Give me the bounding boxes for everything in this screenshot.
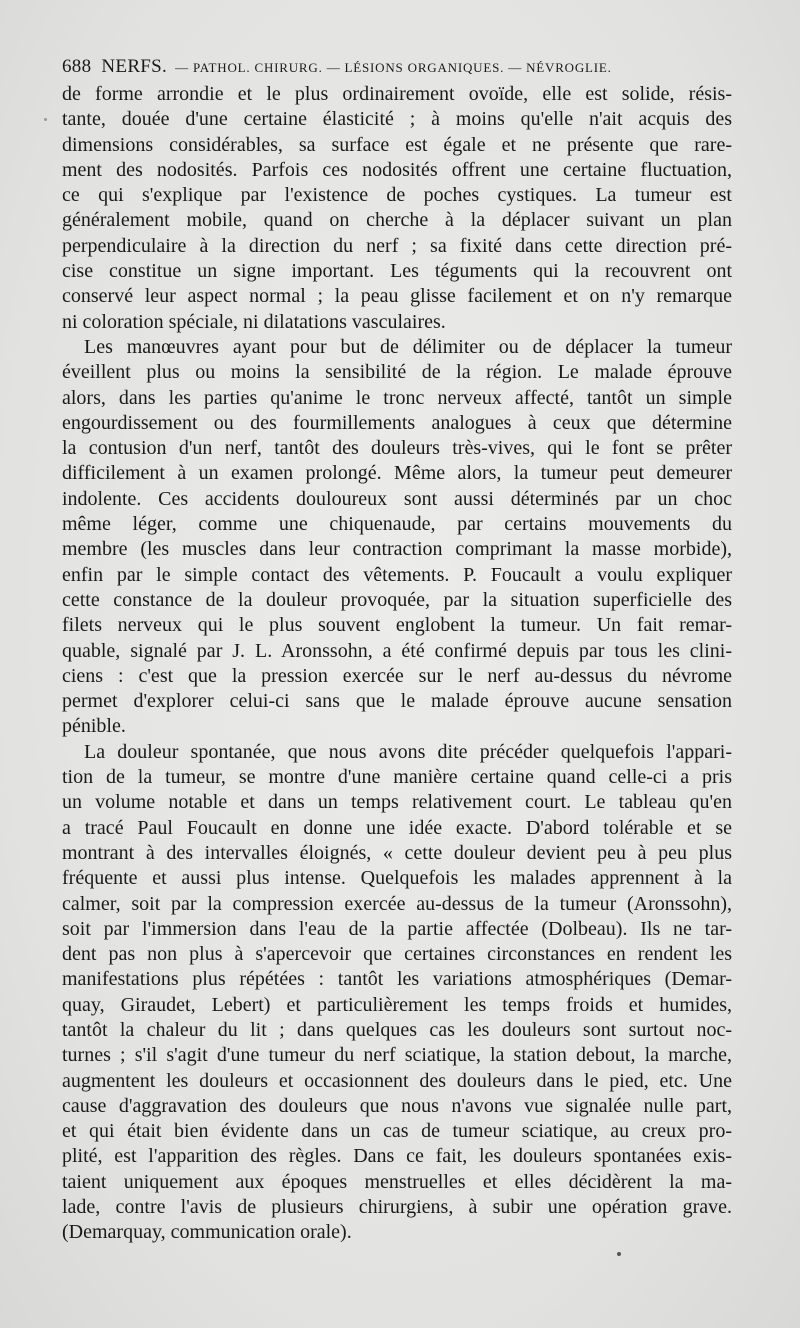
page-number: 688 [62,56,92,77]
text-line: engourdissement ou des fourmillements analogues à ceux que détermine [62,411,732,434]
text-line: dent pas non plus à s'apercevoir que certaines circonstances en rendent les [62,943,732,966]
body-text [62,82,732,1246]
text-line: manifestations plus répétées : tantôt les variations atmosphériques (Demar- [62,968,732,991]
text-line: augmentent les douleurs et occasionnent des douleurs dans le pied, etc. Une [62,1069,732,1092]
margin-speck [44,118,47,121]
text-line: quay, Giraudet, Lebert) et particulièrement les temps froids et humides, [62,993,732,1016]
text-line: fréquente et aussi plus intense. Quelquefois les malades apprennent à la [62,867,732,890]
text-line: de forme arrondie et le plus ordinairement ovoïde, elle est solide, résis- [62,83,732,105]
text-line: tante, douée d'une certaine élasticité ; à moins qu'elle n'ait acquis des [62,108,732,131]
text-line: enfin par le simple contact des vêtements. P. Foucault a voulu expliquer [62,563,732,586]
text-line: ce qui s'explique par l'existence de poches cystiques. La tumeur est [62,184,732,207]
section-subtitle: — PATHOL. CHIRURG. — LÉSIONS ORGANIQUES. — NÉVROGLIE. [175,60,612,75]
text-line: a tracé Paul Foucault en donne une idée exacte. D'abord tolérable et se [62,816,732,839]
text-line: éveillent plus ou moins la sensibilité de la région. Le malade éprouve [62,361,732,384]
text-line: tantôt la chaleur du lit ; dans quelques cas les douleurs sont surtout noc- [62,1018,732,1041]
text-line: montrant à des intervalles éloignés, « cette douleur devient peu à peu plus [62,841,732,864]
text-line: cette constance de la douleur provoquée, par la situation superficielle des [62,588,732,611]
text-line: même léger, comme une chiquenaude, par certains mouvements du [62,513,732,536]
text-line: calmer, soit par la compression exercée au-dessus de la tumeur (Aronssohn), [62,892,732,915]
text-line: membre (les muscles dans leur contraction comprimant la masse morbide), [62,538,732,561]
text-line: un volume notable et dans un temps relativement court. Le tableau qu'en [62,791,732,814]
text-line: généralement mobile, quand on cherche à la déplacer suivant un plan [62,209,732,232]
text-line: permet d'explorer celui-ci sans que le malade éprouve aucune sensation [62,690,732,713]
paragraph-2 [62,335,732,740]
text-line: ni coloration spéciale, ni dilatations vasculaires. [62,310,446,333]
running-header [62,56,742,80]
text-line: Les manœuvres ayant pour but de délimiter ou de déplacer la tumeur [84,335,732,358]
text-line: ciens : c'est que la pression exercée sur le nerf au-dessus du névrome [62,664,732,687]
text-line: filets nerveux qui le plus souvent englobent la tumeur. Un fait remar- [62,614,732,637]
paragraph-1 [62,82,732,335]
text-line: ment des nodosités. Parfois ces nodosités offrent une certaine fluctuation, [62,158,732,181]
print-speck [617,1252,621,1256]
text-line: La douleur spontanée, que nous avons dite précéder quelquefois l'appari- [84,740,732,763]
text-line: indolente. Ces accidents douloureux sont aussi déterminés par un choc [62,487,732,510]
text-line: conservé leur aspect normal ; la peau glisse facilement et on n'y remarque [62,285,732,308]
text-line: plité, est l'apparition des règles. Dans ce fait, les douleurs spontanées exis- [62,1145,732,1168]
text-line: la contusion d'un nerf, tantôt des douleurs très-vives, qui le font se prêter [62,437,732,460]
text-line: turnes ; s'il s'agit d'une tumeur du nerf sciatique, la station debout, la marche, [62,1044,732,1067]
text-line: alors, dans les parties qu'anime le tronc nerveux affecté, tantôt un simple [62,386,732,409]
text-line: (Demarquay, communication orale). [62,1221,352,1244]
text-line: tion de la tumeur, se montre d'une manière certaine quand celle-ci a pris [62,766,732,789]
text-line: lade, contre l'avis de plusieurs chirurgiens, à subir une opération grave. [62,1196,732,1219]
text-line: quable, signalé par J. L. Aronssohn, a été confirmé depuis par tous les clini- [62,639,732,662]
text-line: dimensions considérables, sa surface est égale et ne présente que rare- [62,133,732,156]
text-line: et qui était bien évidente dans un cas de tumeur sciatique, au creux pro- [62,1120,732,1143]
text-line: cause d'aggravation des douleurs que nous n'avons vue signalée nulle part, [62,1094,732,1117]
text-line: cise constitue un signe important. Les téguments qui la recouvrent ont [62,260,732,283]
text-line: soit par l'immersion dans l'eau de la partie affectée (Dolbeau). Ils ne tar- [62,917,732,940]
text-line: difficilement à un examen prolongé. Même alors, la tumeur peut demeurer [62,462,732,485]
text-line: taient uniquement aux époques menstruelles et elles décidèrent la ma- [62,1170,732,1193]
text-line: pénible. [62,715,126,738]
paragraph-3 [62,740,732,1246]
section-title: NERFS. [101,56,168,77]
text-line: perpendiculaire à la direction du nerf ; sa fixité dans cette direction pré- [62,234,732,257]
